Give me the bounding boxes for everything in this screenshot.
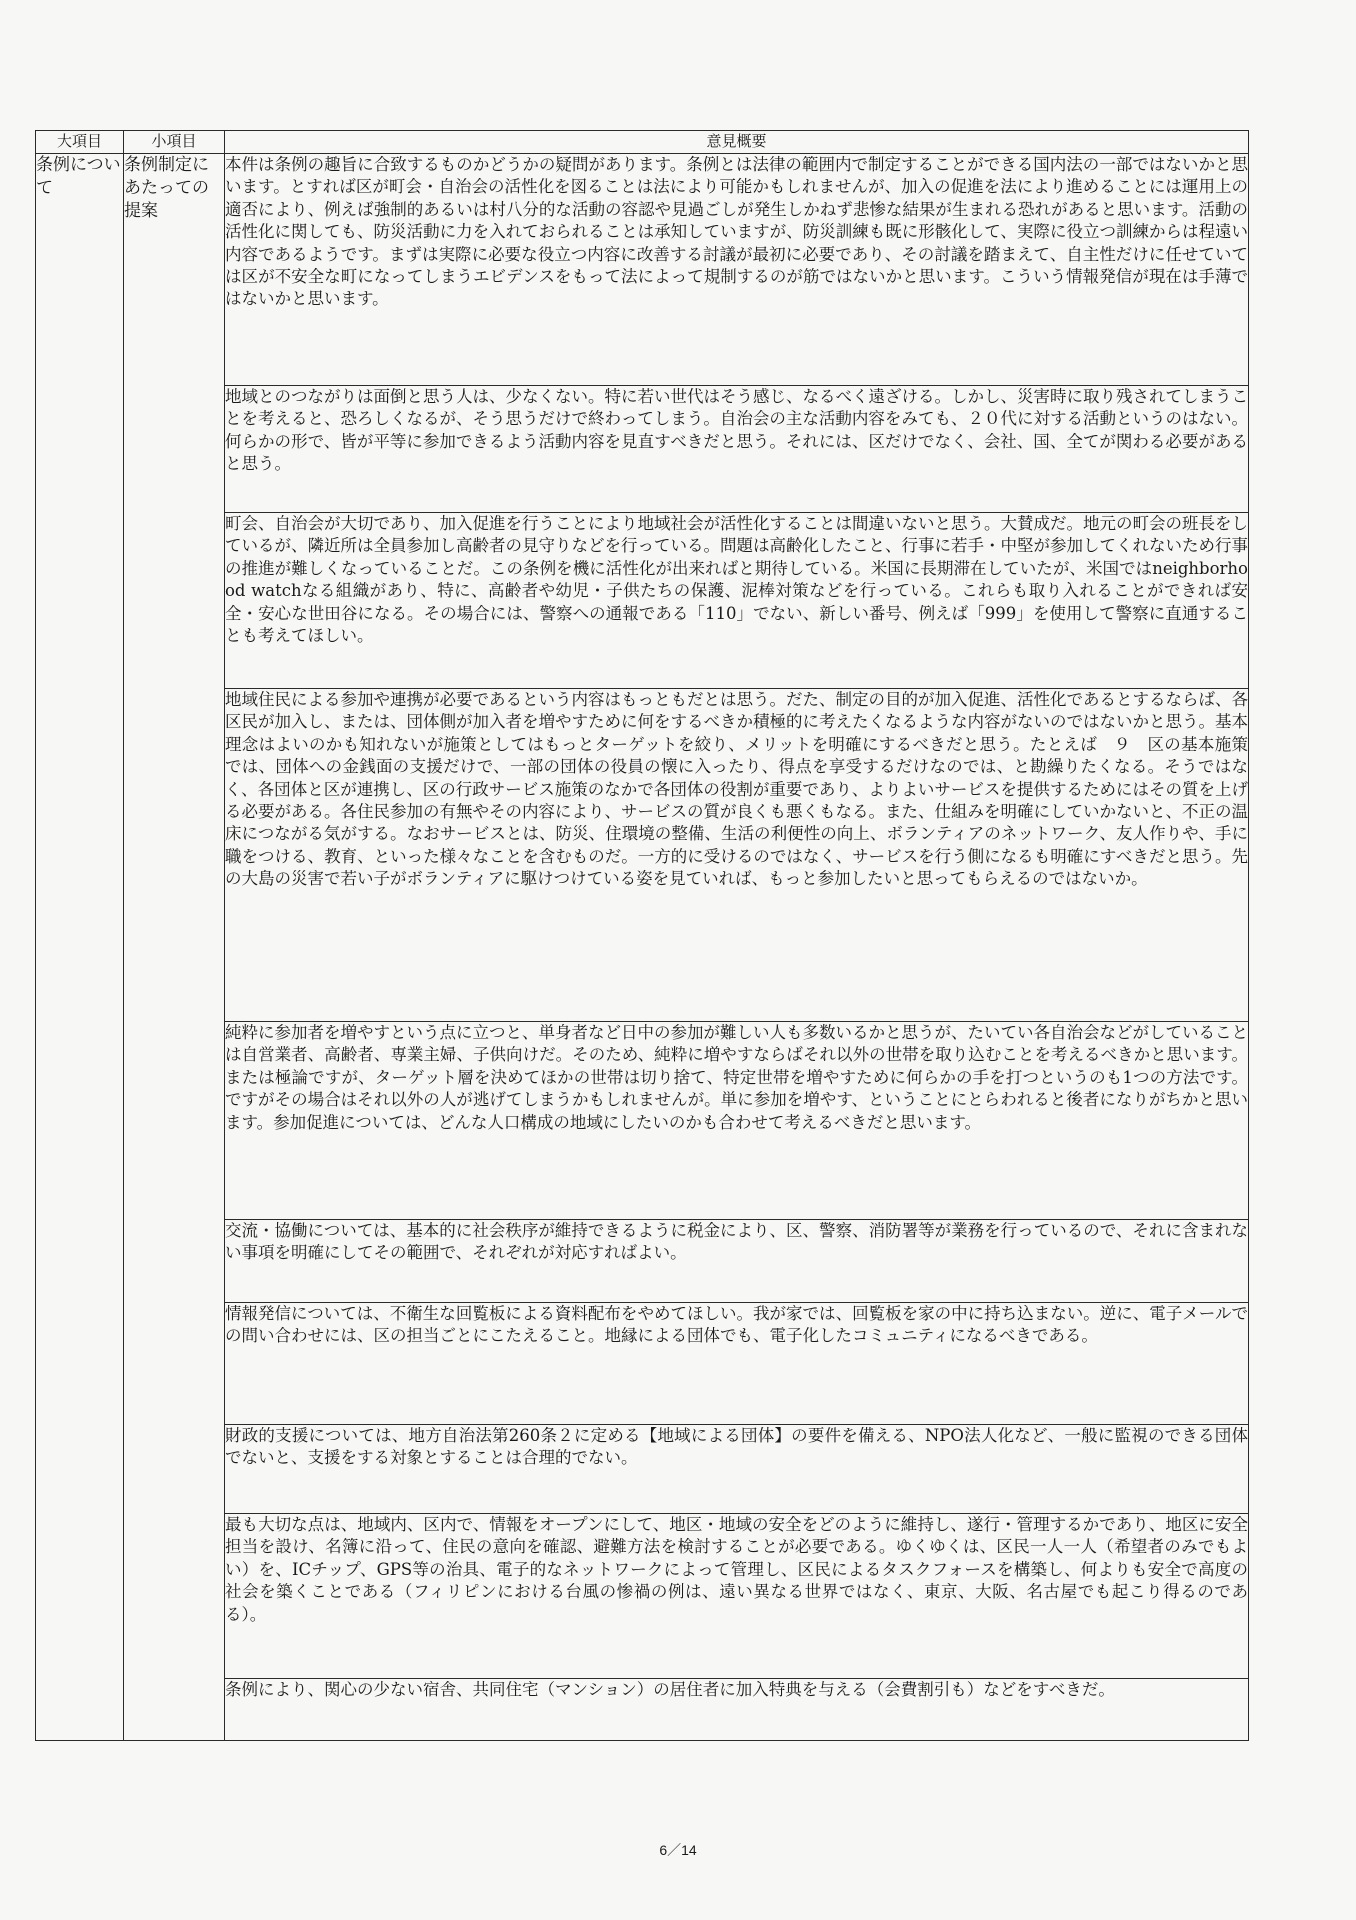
opinion-cell: 町会、自治会が大切であり、加入促進を行うことにより地域社会が活性化することは間違いないと思う。大賛成だ。地元の町会の班長をしているが、隣近所は全員参加し高齢者の見守りなどを行っている。問題は高齢化したこと、行事に若手・中堅が参加してくれないため行事の推進が難しくなっていることだ。この条例を機に活性化が出来ればと期待している。米国に長期滞在していたが、米国ではneighborhood watchなる組織があり、特に、高齢者や幼児・子供たちの保護、泥棒対策などを行っている。これらも取り入れることができれば安全・安心な世田谷になる。その場合には、警察への通報である「110」でない、新しい番号、例えば「999」を使用して警察に直通することも考えてほしい。 (225, 513, 1249, 689)
opinion-cell: 純粋に参加者を増やすという点に立つと、単身者など日中の参加が難しい人も多数いるかと思うが、たいてい各自治会などがしていることは自営業者、高齢者、専業主婦、子供向けだ。そのため、純粋に増やすならばそれ以外の世帯を取り込むことを考えるべきかと思います。または極論ですが、ターゲット層を決めてほかの世帯は切り捨て、特定世帯を増やすために何らかの手を打つというのも1つの方法です。ですがその場合はそれ以外の人が逃げてしまうかもしれませんが。単に参加を増やす、ということにとらわれると後者になりがちかと思います。参加促進については、どんな人口構成の地域にしたいのかも合わせて考えるべきだと思います。 (225, 1022, 1249, 1220)
header-minor-item: 小項目 (124, 131, 225, 154)
opinion-cell: 情報発信については、不衛生な回覧板による資料配布をやめてほしい。我が家では、回覧板を家の中に持ち込まない。逆に、電子メールでの問い合わせには、区の担当ごとにこたえること。地縁による団体でも、電子化したコミュニティになるべきである。 (225, 1303, 1249, 1425)
opinion-cell: 条例により、関心の少ない宿舎、共同住宅（マンション）の居住者に加入特典を与える（会費割引も）などをすべきだ。 (225, 1679, 1249, 1741)
opinion-cell: 地域とのつながりは面倒と思う人は、少なくない。特に若い世代はそう感じ、なるべく遠ざける。しかし、災害時に取り残されてしまうことを考えると、恐ろしくなるが、そう思うだけで終わってしまう。自治会の主な活動内容をみても、２０代に対する活動というのはない。何らかの形で、皆が平等に参加できるよう活動内容を見直すべきだと思う。それには、区だけでなく、会社、国、全てが関わる必要があると思う。 (225, 386, 1249, 513)
major-item-cell: 条例について (36, 154, 124, 1741)
minor-item-cell: 条例制定にあたっての提案 (124, 154, 225, 1741)
opinion-table (35, 130, 1265, 1741)
page-number: 6／14 (659, 1842, 697, 1858)
opinion-cell: 地域住民による参加や連携が必要であるという内容はもっともだとは思う。だた、制定の目的が加入促進、活性化であるとするならば、各区民が加入し、または、団体側が加入者を増やすために何をするべきか積極的に考えたくなるような内容がないのではないかと思う。基本理念はよいのかも知れないが施策としてはもっとターゲットを絞り、メリットを明確にするべきだと思う。たとえば ９ 区の基本施策 では、団体への金銭面の支援だけで、一部の団体の役員の懐に入ったり、得点を享受するだけなのでは、と勘繰りたくなる。そうではなく、各団体と区が連携し、区の行政サービス施策のなかで各団体の役割が重要であり、よりよいサービスを提供するためにはその質を上げる必要がある。各住民参加の有無やその内容により、サービスの質が良くも悪くもなる。また、仕組みを明確にしていかないと、不正の温床につながる気がする。なおサービスとは、防災、住環境の整備、生活の利便性の向上、ボランティアのネットワーク、友人作りや、手に職をつける、教育、といった様々なことを含むものだ。一方的に受けるのではなく、サービスを行う側になるも明確にすべきだと思う。先の大島の災害で若い子がボランティアに駆けつけている姿を見ていれば、もっと参加したいと思ってもらえるのではないか。 (225, 689, 1249, 1022)
opinion-cell: 本件は条例の趣旨に合致するものかどうかの疑問があります。条例とは法律の範囲内で制定することができる国内法の一部ではないかと思います。とすれば区が町会・自治会の活性化を図ることは法により可能かもしれませんが、加入の促進を法により進めることには運用上の適否により、例えば強制的あるいは村八分的な活動の容認や見過ごしが発生しかねず悲惨な結果が生まれる恐れがあると思います。活動の活性化に関しても、防災活動に力を入れておられることは承知していますが、防災訓練も既に形骸化して、実際に役立つ訓練からは程遠い内容であるようです。まずは実際に必要な役立つ内容に改善する討議が最初に必要であり、その討議を踏まえて、自主性だけに任せていては区が不安全な町になってしまうエビデンスをもって法によって規制するのが筋ではないかと思います。こういう情報発信が現在は手薄ではないかと思います。 (225, 154, 1249, 386)
header-major-item: 大項目 (36, 131, 124, 154)
opinion-cell: 最も大切な点は、地域内、区内で、情報をオープンにして、地区・地域の安全をどのように維持し、遂行・管理するかであり、地区に安全担当を設け、名簿に沿って、住民の意向を確認、避難方法を検討することが必要である。ゆくゆくは、区民一人一人（希望者のみでもよい）を、ICチップ、GPS等の治具、電子的なネットワークによって管理し、区民によるタスクフォースを構築し、何よりも安全で高度の社会を築くことである（フィリピンにおける台風の惨禍の例は、遠い異なる世界ではなく、東京、大阪、名古屋でも起こり得るのである）。 (225, 1514, 1249, 1679)
opinion-cell: 財政的支援については、地方自治法第260条２に定める【地域による団体】の要件を備える、NPO法人化など、一般に監視のできる団体でないと、支援をする対象とすることは合理的でない。 (225, 1425, 1249, 1514)
header-opinion-summary: 意見概要 (225, 131, 1249, 154)
opinion-cell: 交流・協働については、基本的に社会秩序が維持できるように税金により、区、警察、消防署等が業務を行っているので、それに含まれない事項を明確にしてその範囲で、それぞれが対応すればよい。 (225, 1220, 1249, 1303)
